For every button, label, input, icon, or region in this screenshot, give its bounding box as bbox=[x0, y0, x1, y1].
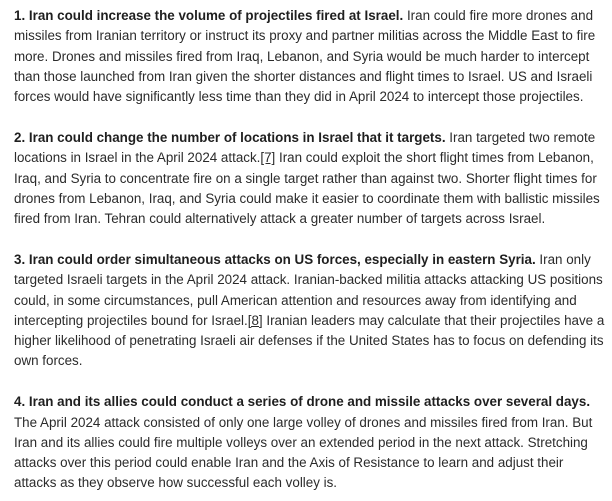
paragraph-text: Iran only targeted Israeli targets in the April 2024 attack. Iranian-backed militia attacks attacking US positions could, in some circumstances, pull American attention and resources away from identifying and intercepting projectiles bound for Israel. bbox=[14, 251, 603, 328]
paragraph-us-forces bbox=[14, 250, 606, 372]
paragraph-heading: 1. Iran could increase the volume of projectiles fired at Israel. bbox=[14, 8, 404, 23]
paragraph-heading: 4. Iran and its allies could conduct a series of drone and missile attacks over several days. bbox=[14, 394, 591, 410]
paragraph-series-attacks bbox=[14, 392, 606, 493]
paragraph-text: Iran could exploit the short flight times from Lebanon, Iraq, and Syria to concentrate fire on a single target rather than against two. Shorter flight times for drones from Lebanon, Iraq, and Syria could make it easier to coordinate them with ballistic missiles fired from Iran. Tehran could alternatively attack a greater number of targets across Israel. bbox=[14, 150, 600, 227]
footnote-link-7[interactable]: [7] bbox=[260, 150, 276, 166]
paragraph-locations bbox=[14, 128, 606, 229]
paragraph-text: The April 2024 attack consisted of only one large volley of drones and missiles fired from Iran. But Iran and its allies could fire multiple volleys over an extended period in the next attack. Stretching attacks over this period could enable Iran and the Axis of Resistance to learn and adjust their attacks as they observe how successful each volley is. bbox=[14, 414, 593, 491]
paragraph-text: Iran targeted two remote locations in Israel in the April 2024 attack. bbox=[14, 129, 596, 166]
paragraph-volume bbox=[14, 6, 606, 107]
paragraph-heading: 2. Iran could change the number of locations in Israel that it targets. bbox=[14, 129, 446, 145]
footnote-link-8[interactable]: [8] bbox=[247, 312, 263, 328]
paragraph-text: Iran could fire more drones and missiles from Iranian territory or instruct its proxy and partner militias across the Middle East to fire more. Drones and missiles fired from Iraq, Lebanon, and Syria would be much harder to intercept than those launched from Iran given the shorter distances and flight times to Israel. US and Israeli forces would have significantly less time than they did in April 2024 to intercept those projectiles. bbox=[14, 8, 596, 105]
paragraph-text: Iranian leaders may calculate that their projectiles have a higher likelihood of penetrating Israeli air defenses if the United States has to focus on defending its own forces. bbox=[14, 312, 605, 369]
paragraph-heading: 3. Iran could order simultaneous attacks on US forces, especially in eastern Syria. bbox=[14, 251, 536, 267]
